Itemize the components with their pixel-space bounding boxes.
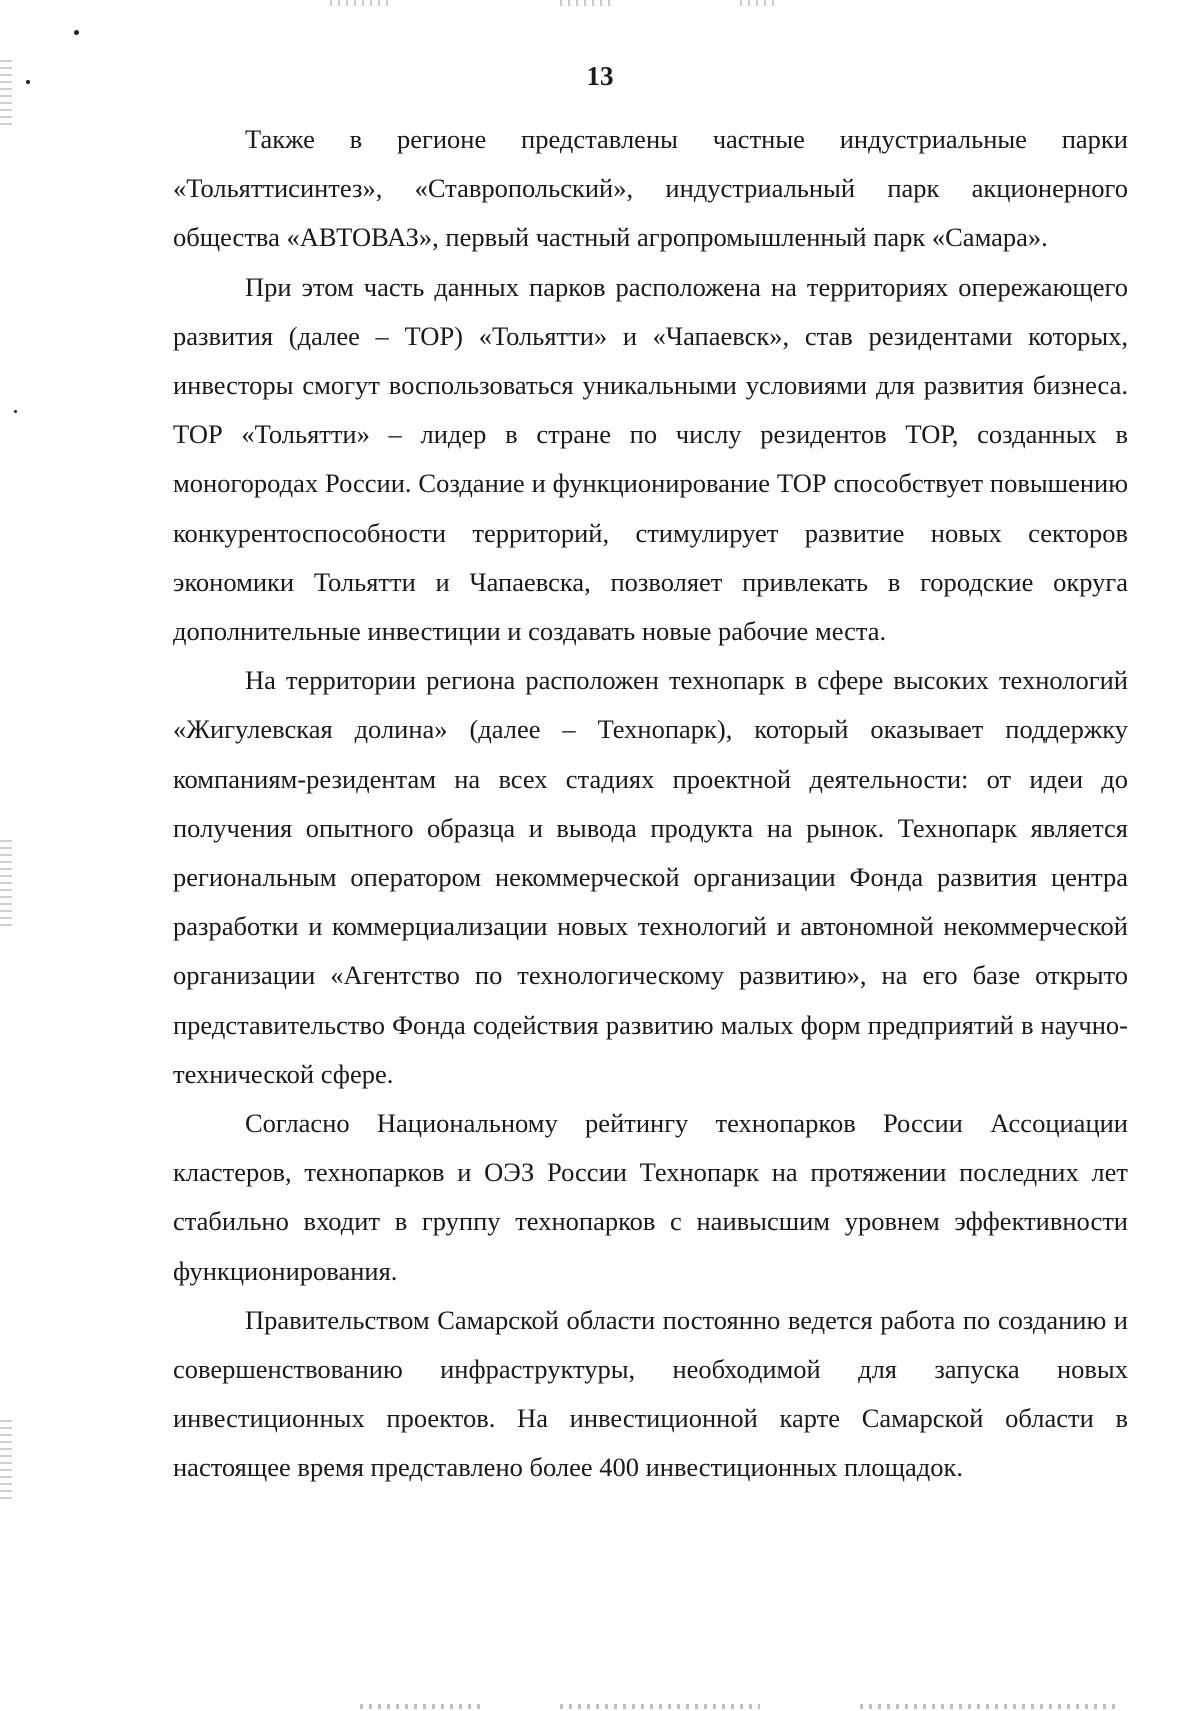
scan-artifact xyxy=(740,0,780,6)
document-body xyxy=(173,115,1128,1493)
paragraph: Также в регионе представлены частные индустриальные парки «Тольяттисинтез», «Ставропольский», индустриальный парк акционерного общества «АВТОВАЗ», первый частный агропромышленный парк «Самара». xyxy=(173,124,1128,253)
paragraph: Согласно Национальному рейтингу технопарков России Ассоциации кластеров, технопарков и ОЭЗ России Технопарк на протяжении последних лет стабильно входит в группу технопарков с наивысшим уровнем эффективности функционирования. xyxy=(173,1108,1128,1286)
scan-artifact xyxy=(0,840,12,930)
scan-artifact xyxy=(14,410,17,413)
scan-artifact xyxy=(860,1704,1120,1709)
paragraph: При этом часть данных парков расположена на территориях опережающего развития (далее – ТОР) «Тольятти» и «Чапаевск», став резидентами которых, инвесторы смогут воспользоваться уникальными условиями для развития бизнеса. ТОР «Тольятти» – лидер в стране по числу резидентов ТОР, созданных в моногородах России. Создание и функционирование ТОР способствует повышению конкурентоспособности территорий, стимулирует развитие новых секторов экономики Тольятти и Чапаевска, позволяет привлекать в городские округа дополнительные инвестиции и создавать новые рабочие места. xyxy=(173,271,1128,647)
paragraph: Правительством Самарской области постоянно ведется работа по созданию и совершенствованию инфраструктуры, необходимой для запуска новых инвестиционных проектов. На инвестиционной карте Самарской области в настоящее время представлено более 400 инвестиционных площадок. xyxy=(173,1304,1128,1483)
scan-artifact xyxy=(330,0,390,6)
scan-artifact xyxy=(360,1704,480,1709)
scan-artifact xyxy=(74,30,79,35)
scan-artifact xyxy=(560,1704,760,1709)
scan-artifact xyxy=(560,0,610,6)
paragraph: На территории региона расположен технопарк в сфере высоких технологий «Жигулевская долина» (далее – Технопарк), который оказывает поддержку компаниям-резидентам на всех стадиях проектной деятельности: от идеи до получения опытного образца и вывода продукта на рынок. Технопарк является региональным оператором некоммерческой организации Фонда развития центра разработки и коммерциализации новых технологий и автономной некоммерческой организации «Агентство по технологическому развитию», на его базе открыто представительство Фонда содействия развитию малых форм предприятий в научно-технической сфере. xyxy=(173,665,1128,1089)
page-number: 13 xyxy=(586,61,614,91)
scan-artifact xyxy=(0,1420,12,1500)
